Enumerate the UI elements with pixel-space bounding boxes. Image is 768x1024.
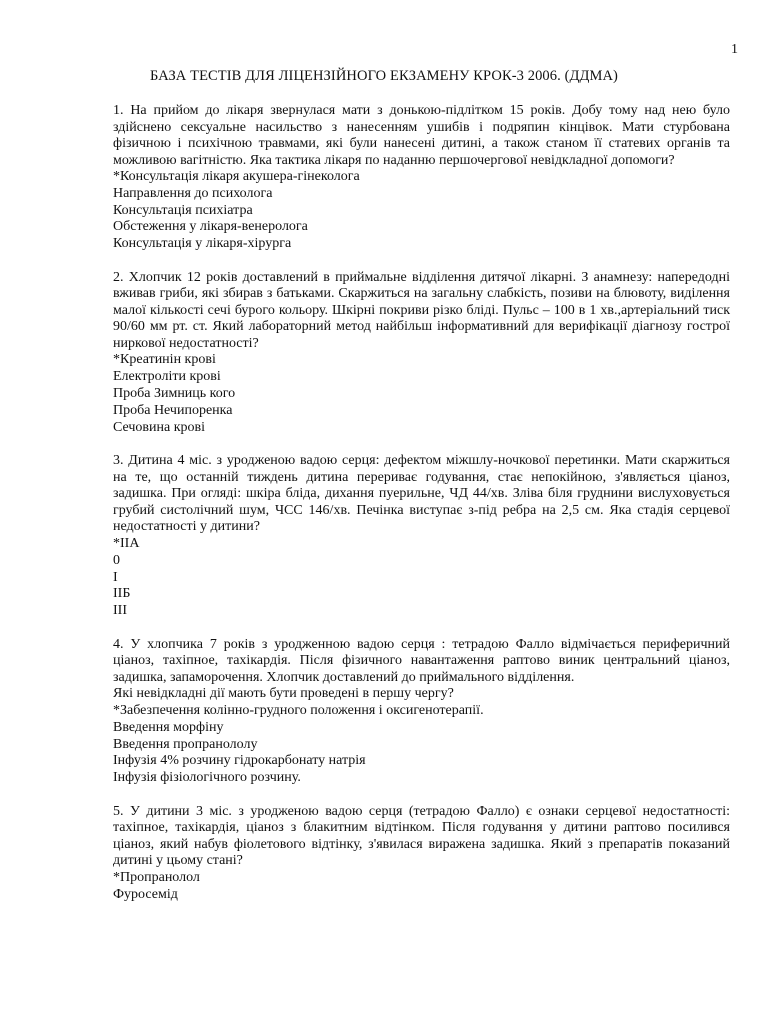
answer-option: 0 — [113, 552, 120, 568]
answer-option: Електроліти крові — [113, 369, 221, 385]
page-number: 1 — [731, 42, 738, 57]
answer-option: Проба Нечипоренка — [113, 402, 233, 418]
answer-options — [113, 536, 730, 620]
answer-option: *Креатинін крові — [113, 352, 216, 368]
answer-option: Проба Зимниць кого — [113, 386, 236, 402]
question-4 — [113, 637, 730, 787]
question-text: 5. У дитини 3 міс. з уродженою вадою серця (тетрадою Фалло) є ознаки серцевої недостатності: тахіпное, тахікардія, ціаноз з блакитним відтінком. Після годування у дитини раптово посилився ціаноз, який набув фіолетового відтінку, з'явилася виражена задишка. Який з препаратів показаний дитині у цьому стані? — [113, 803, 730, 869]
question-1 — [113, 103, 730, 253]
answer-option: *Пропранолол — [113, 869, 200, 885]
answer-option: ІІІ — [113, 603, 127, 619]
answer-option: Інфузія фізіологічного розчину. — [113, 770, 301, 786]
question-subtext: Які невідкладні дії мають бути проведені в першу чергу? — [113, 686, 454, 702]
answer-option: Направлення до психолога — [113, 185, 273, 201]
answer-option: *Консультація лікаря акушера-гінеколога — [113, 169, 360, 184]
answer-options — [113, 703, 730, 787]
answer-option: І — [113, 569, 118, 585]
answer-option: Сечовина крові — [113, 419, 206, 435]
question-5 — [113, 804, 730, 904]
answer-option: Обстеження у лікаря-венеролога — [113, 219, 308, 235]
question-text: 4. У хлопчика 7 років з уродженною вадою серця : тетрадою Фалло відмічається периферичний ціаноз, тахіпное, тахікардія. Після фізичного навантаження раптово виник центральний ціаноз, задишка, запаморочення. Хлопчик доставлений до приймального відділення. — [113, 636, 730, 685]
answer-option: Консультація психіатра — [113, 202, 253, 218]
answer-option: *ІІА — [113, 535, 140, 551]
answer-option: Введення морфіну — [113, 719, 224, 735]
answer-option: Введення пропранололу — [113, 736, 258, 752]
document-title: БАЗА ТЕСТІВ ДЛЯ ЛІЦЕНЗІЙНОГО ЕКЗАМЕНУ КРОК-3 2006. (ДДМА) — [150, 68, 618, 84]
answer-option: Інфузія 4% розчину гідрокарбонату натрія — [113, 753, 366, 769]
question-text: 1. На прийом до лікаря звернулася мати з донькою-підлітком 15 років. Добу тому над нею було здійснено сексуальне насильство з нанесенням ушибів і подряпин кінцівок. Мати стурбована фізичною і психічною травмами, які були нанесені дитині, а також станом її статевих органів та можливою вагітністю. Яка тактика лікаря по наданню першочергової невідкладної допомоги? — [113, 103, 730, 168]
answer-options — [113, 870, 730, 904]
question-text: 2. Хлопчик 12 років доставлений в приймальне відділення дитячої лікарні. З анамнезу: напередодні вживав гриби, які збирав з батьками. Скаржиться на загальну слабкість, позиви на блювоту, виділення малої кількості сечі бурого кольору. Шкірні покриви різко бліді. Пульс – 100 в 1 хв.,артеріальний тиск 90/60 мм рт. ст. Який лабораторний метод найбільш інформативний для верифікації діагнозу гострої ниркової недостатності? — [113, 269, 730, 351]
answer-options — [113, 169, 730, 253]
question-3 — [113, 453, 730, 619]
answer-option: ІІБ — [113, 586, 131, 602]
answer-option: Фуросемід — [113, 886, 178, 902]
question-text: 3. Дитина 4 міс. з уродженою вадою серця: дефектом міжшлу-ночкової перетинки. Мати скаржиться на те, що останній тиждень дитина перериває годування, стає непокійною, з'являється ціаноз, задишка. При огляді: шкіра бліда, дихання пуерильне, ЧД 44/хв. Зліва біля груднини вислуховується грубий систолічний шум, ЧСС 146/хв. Печінка виступає з-під ребра на 2,5 см. Яка стадія серцевої недостатності у дитини? — [113, 453, 730, 535]
questions-list — [113, 103, 730, 921]
answer-option: Консультація у лікаря-хірурга — [113, 236, 292, 252]
answer-option: *Забезпечення колінно-грудного положення і оксигенотерапії. — [113, 702, 484, 718]
answer-options — [113, 352, 730, 436]
question-2 — [113, 270, 730, 436]
